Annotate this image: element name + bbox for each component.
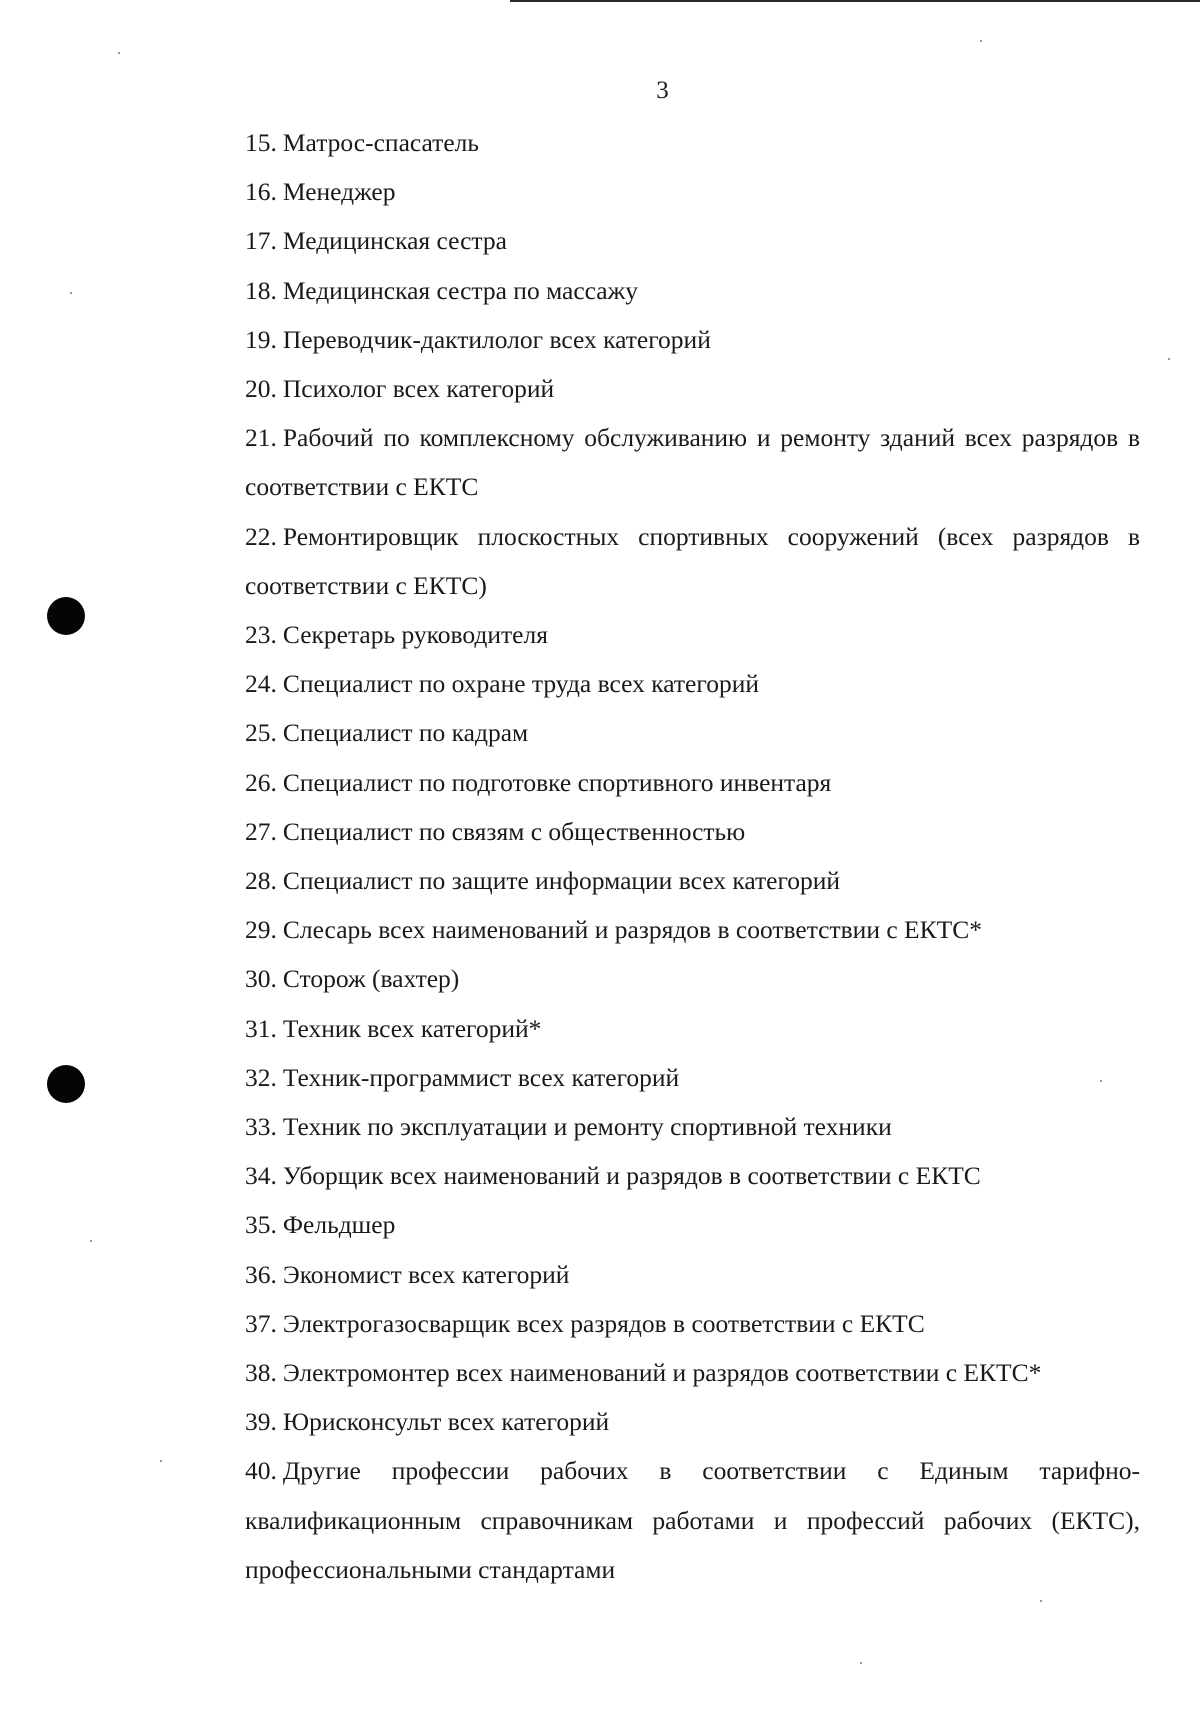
- item-text: Психолог всех категорий: [282, 374, 555, 404]
- item-number: 32.: [245, 1062, 277, 1092]
- item-text: Медицинская сестра по массажу: [282, 275, 638, 305]
- list-item: [245, 1151, 1140, 1200]
- item-text: Юрисконсульт всех категорий: [282, 1407, 610, 1437]
- item-number: 19.: [245, 324, 277, 354]
- item-number: 21.: [245, 423, 277, 453]
- item-text: Сторож (вахтер): [282, 964, 460, 994]
- item-text: Специалист по подготовке спортивного инвентаря: [282, 767, 832, 797]
- scan-speck: [1168, 358, 1170, 360]
- item-text: Секретарь руководителя: [282, 620, 548, 650]
- scan-speck: [1040, 1600, 1042, 1602]
- item-number: 36.: [245, 1259, 277, 1289]
- list-item: [245, 659, 1140, 708]
- item-number: 17.: [245, 226, 277, 256]
- item-text: Техник-программист всех категорий: [282, 1062, 680, 1092]
- list-item: [245, 610, 1140, 659]
- item-number: 37.: [245, 1308, 277, 1338]
- item-number: 40.: [245, 1456, 277, 1486]
- scan-speck: [118, 52, 120, 54]
- item-number: 30.: [245, 964, 277, 994]
- profession-list: [245, 118, 1140, 1594]
- scan-speck: [160, 1460, 162, 1462]
- item-text: Специалист по защите информации всех категорий: [282, 866, 841, 896]
- list-item: [245, 954, 1140, 1003]
- list-item: [245, 118, 1140, 167]
- list-item: [245, 413, 1140, 511]
- list-item: [245, 758, 1140, 807]
- item-text: Фельдшер: [282, 1210, 396, 1240]
- scan-speck: [70, 292, 72, 294]
- item-number: 26.: [245, 767, 277, 797]
- item-number: 33.: [245, 1112, 277, 1142]
- item-text: Специалист по связям с общественностью: [282, 816, 746, 846]
- item-number: 35.: [245, 1210, 277, 1240]
- item-number: 23.: [245, 620, 277, 650]
- page-number: 3: [656, 77, 669, 104]
- item-text: Техник по эксплуатации и ремонту спортивной техники: [282, 1112, 892, 1142]
- punch-hole-mark: [47, 1065, 85, 1103]
- top-scan-edge-line: [510, 0, 1200, 2]
- list-item: [245, 216, 1140, 265]
- list-item: [245, 1102, 1140, 1151]
- punch-hole-mark: [47, 597, 85, 635]
- list-item: [245, 1299, 1140, 1348]
- item-number: 29.: [245, 915, 277, 945]
- item-text: Слесарь всех наименований и разрядов в соответствии с ЕКТС*: [282, 915, 982, 945]
- item-text: Специалист по охране труда всех категорий: [282, 669, 759, 699]
- item-number: 34.: [245, 1161, 277, 1191]
- item-text: Специалист по кадрам: [282, 718, 529, 748]
- item-number: 20.: [245, 374, 277, 404]
- item-number: 16.: [245, 177, 277, 207]
- list-item: [245, 1250, 1140, 1299]
- item-text: Медицинская сестра: [282, 226, 507, 256]
- item-number: 38.: [245, 1358, 277, 1388]
- scan-speck: [1100, 1080, 1102, 1082]
- item-text: Ремонтировщик плоскостных спортивных сооружений (всех разрядов в соответствии с ЕКТС): [245, 521, 1140, 600]
- item-text: Экономист всех категорий: [282, 1259, 570, 1289]
- item-number: 31.: [245, 1013, 277, 1043]
- item-number: 15.: [245, 128, 277, 157]
- item-text: Матрос-спасатель: [282, 128, 479, 157]
- list-item: [245, 1004, 1140, 1053]
- item-number: 27.: [245, 816, 277, 846]
- list-item: [245, 807, 1140, 856]
- item-text: Техник всех категорий*: [282, 1013, 542, 1043]
- item-number: 28.: [245, 866, 277, 896]
- item-number: 22.: [245, 521, 277, 551]
- item-text: Электрогазосварщик всех разрядов в соответствии с ЕКТС: [282, 1308, 925, 1338]
- list-item: [245, 1053, 1140, 1102]
- list-item: [245, 708, 1140, 757]
- item-number: 18.: [245, 275, 277, 305]
- scan-speck: [980, 40, 982, 42]
- list-item: [245, 856, 1140, 905]
- list-item: [245, 266, 1140, 315]
- list-item: [245, 364, 1140, 413]
- list-item: [245, 315, 1140, 364]
- list-item: [245, 1397, 1140, 1446]
- item-text: Менеджер: [282, 177, 396, 207]
- list-item: [245, 905, 1140, 954]
- list-item: [245, 1446, 1140, 1594]
- list-item: [245, 167, 1140, 216]
- scan-speck: [860, 1662, 862, 1664]
- item-text: Электромонтер всех наименований и разрядов соответствии с ЕКТС*: [282, 1358, 1042, 1388]
- list-item: [245, 512, 1140, 610]
- item-text: Уборщик всех наименований и разрядов в соответствии с ЕКТС: [282, 1161, 981, 1191]
- item-number: 39.: [245, 1407, 277, 1437]
- item-text: Другие профессии рабочих в соответствии с Единым тарифно-квалификационным справочникам работами и профессий рабочих (ЕКТС), профессиональными стандартами: [245, 1456, 1140, 1584]
- item-text: Переводчик-дактилолог всех категорий: [282, 324, 711, 354]
- item-number: 24.: [245, 669, 277, 699]
- list-item: [245, 1348, 1140, 1397]
- scan-speck: [90, 1240, 92, 1242]
- list-item: [245, 1200, 1140, 1249]
- item-text: Рабочий по комплексному обслуживанию и ремонту зданий всех разрядов в соответствии с ЕКТС: [245, 423, 1140, 502]
- item-number: 25.: [245, 718, 277, 748]
